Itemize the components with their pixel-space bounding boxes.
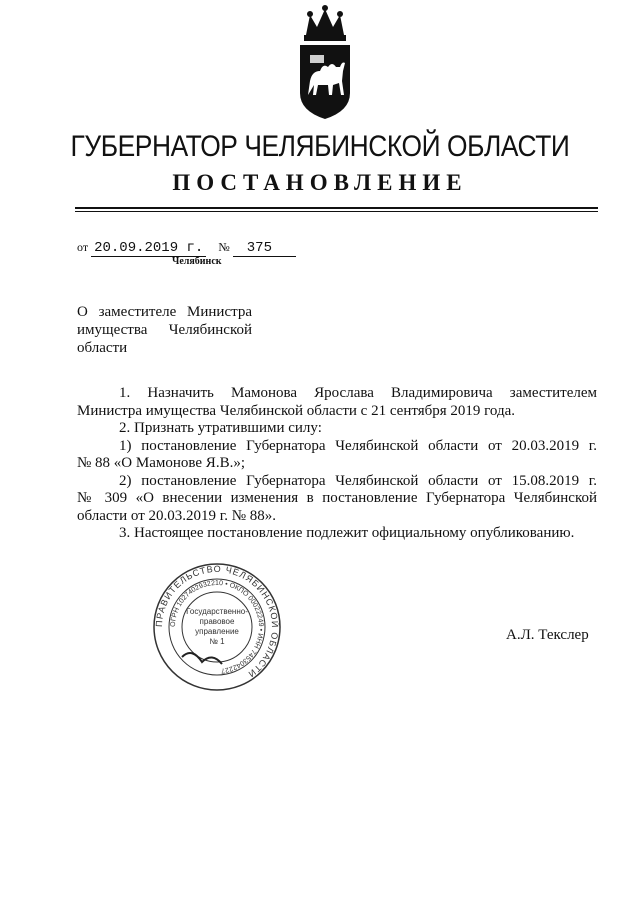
document-title: ГУБЕРНАТОР ЧЕЛЯБИНСКОЙ ОБЛАСТИ [70, 130, 570, 163]
document-city: Челябинск [172, 256, 222, 267]
body-line: области от 20.03.2019 г. № 88». [77, 507, 277, 524]
seal-ring-text: ОГРН 1027402932210 • ОКПО 00022249 • ИНН 7453042227 [169, 579, 265, 674]
document-number: 375 [233, 240, 296, 257]
body-line: 1) постановление Губернатора Челябинской области от 20.03.2019 г. [119, 437, 597, 454]
subject-line: О заместителе Министра [77, 304, 252, 320]
document-subject [77, 303, 252, 357]
official-seal-icon [152, 562, 282, 692]
date-prefix: от [77, 240, 89, 254]
coat-of-arms-icon [290, 5, 360, 123]
body-line: 3. Настоящее постановление подлежит официальному опубликованию. [119, 525, 575, 541]
body-line: № 309 «О внесении изменения в постановление Губернатора Челябинской [77, 490, 597, 506]
body-line: Министра имущества Челябинской области с 21 сентября 2019 года. [77, 402, 516, 419]
header-divider [75, 207, 598, 209]
body-line: № 88 «О Мамонове Я.В.»; [77, 455, 245, 471]
document-body [77, 385, 597, 543]
body-line: 2) постановление Губернатора Челябинской области от 15.08.2019 г. [119, 472, 597, 489]
document-type: ПОСТАНОВЛЕНИЕ [172, 170, 468, 195]
subject-line: имущества Челябинской [77, 322, 252, 338]
subject-line: области [77, 340, 128, 356]
seal-center-text: Государственно- [186, 607, 248, 616]
signer-name: А.Л. Текслер [506, 627, 589, 643]
date-number-line [77, 240, 296, 257]
seal-center-text: № 1 [209, 637, 225, 646]
document-date: 20.09.2019 г. [91, 240, 206, 257]
seal-outer-text: ПРАВИТЕЛЬСТВО ЧЕЛЯБИНСКОЙ ОБЛАСТИ [153, 563, 281, 680]
header-divider-thin [75, 211, 598, 212]
body-line: 1. Назначить Мамонова Ярослава Владимировича заместителем [119, 385, 597, 401]
body-line: 2. Признать утратившими силу: [119, 420, 322, 436]
seal-center-text: управление [195, 627, 239, 636]
number-sign: № [218, 240, 230, 254]
seal-center-text: правовое [199, 617, 235, 626]
